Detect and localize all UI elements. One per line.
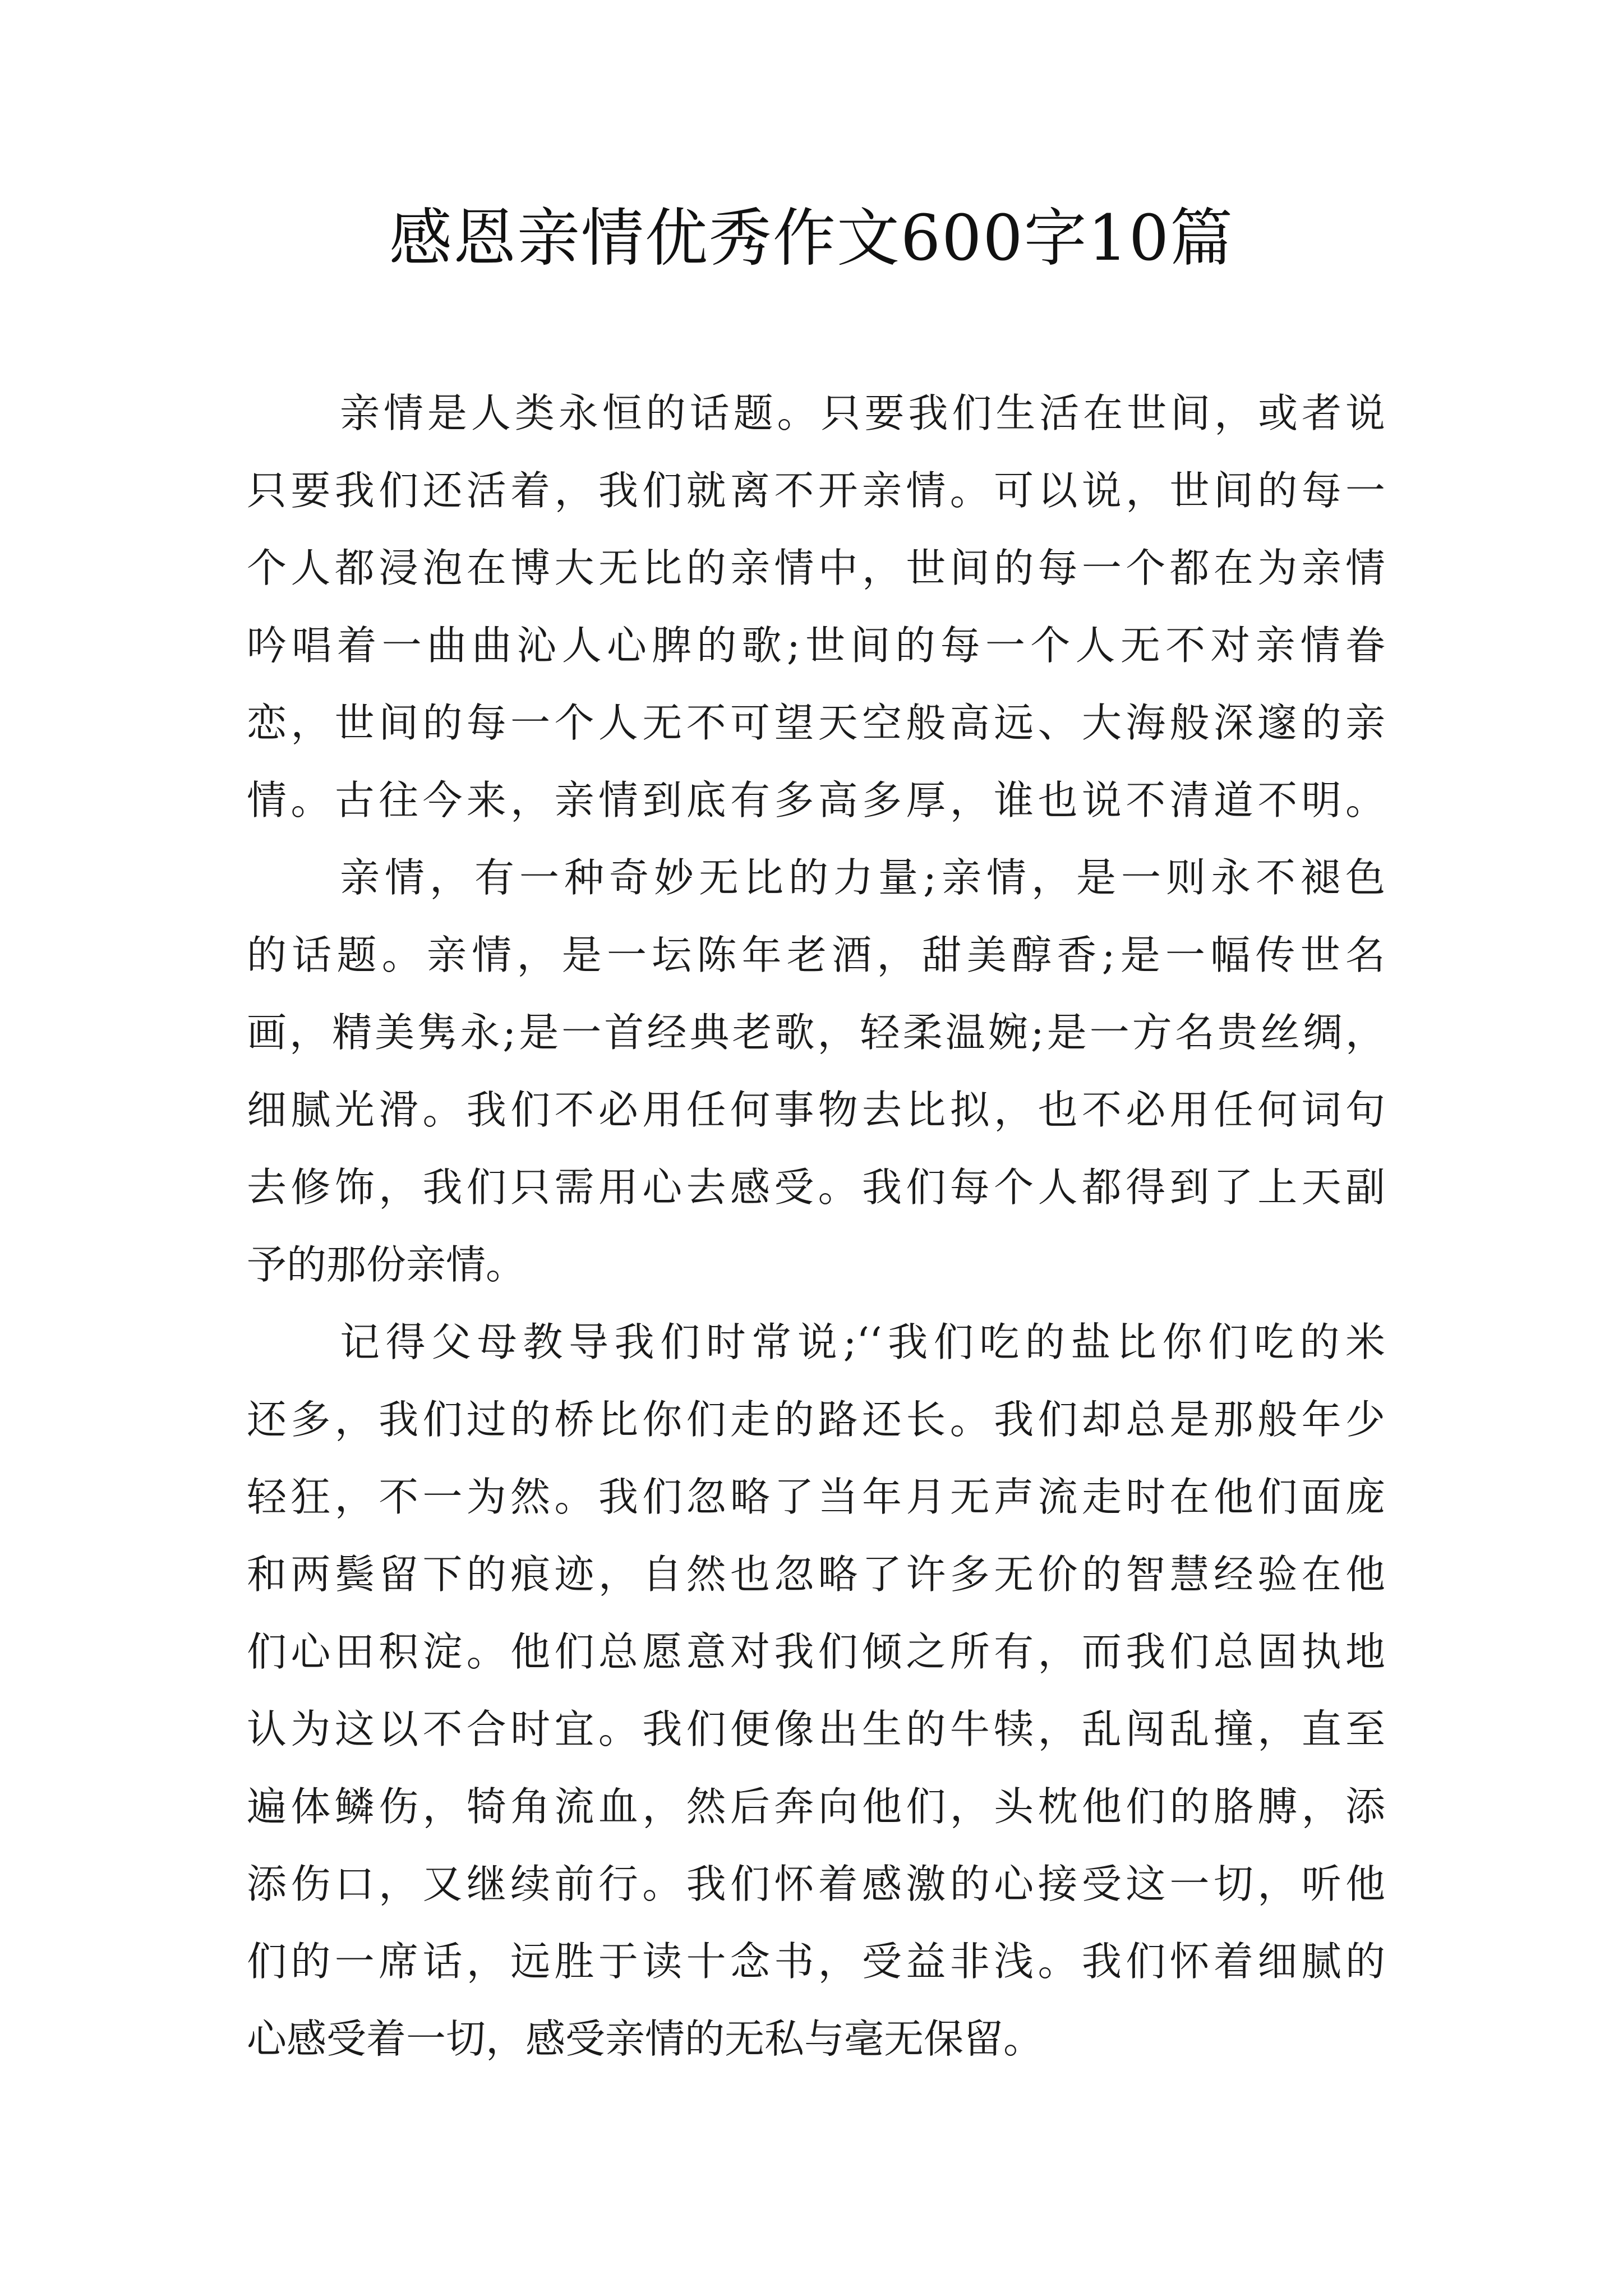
paragraph-1	[247, 375, 1385, 839]
text-line: 轻狂，不一为然。我们忽略了当年月无声流走时在他们面庞	[247, 1474, 1385, 1520]
text-line: 个人都浸泡在博大无比的亲情中，世间的每一个都在为亲情	[247, 545, 1385, 591]
text-line: 吟唱着一曲曲沁人心脾的歌;世间的每一个人无不对亲情眷	[247, 622, 1385, 669]
text-line: 添伤口，又继续前行。我们怀着感激的心接受这一切，听他	[247, 1861, 1385, 1907]
text-line: 认为这以不合时宜。我们便像出生的牛犊，乱闯乱撞，直至	[247, 1706, 1385, 1752]
text-line: 亲情是人类永恒的话题。只要我们生活在世间，或者说	[340, 390, 1385, 436]
text-line: 只要我们还活着，我们就离不开亲情。可以说，世间的每一	[247, 467, 1385, 514]
text-line: 的话题。亲情，是一坛陈年老酒，甜美醇香;是一幅传世名	[247, 932, 1385, 978]
text-line: 记得父母教导我们时常说;‘‘我们吃的盐比你们吃的米	[340, 1319, 1385, 1365]
text-line: 们心田积淀。他们总愿意对我们倾之所有，而我们总固执地	[247, 1628, 1385, 1675]
text-line: 们的一席话，远胜于读十念书，受益非浅。我们怀着细腻的	[247, 1938, 1385, 1985]
document-title: 感恩亲情优秀作文600字10篇	[389, 202, 1234, 275]
text-line: 去修饰，我们只需用心去感受。我们每个人都得到了上天副	[247, 1164, 1385, 1211]
text-line: 遍体鳞伤，犄角流血，然后奔向他们，头枕他们的胳膊，添	[247, 1783, 1385, 1830]
text-line: 予的那份亲情。	[247, 1241, 526, 1288]
text-line: 情。古往今来，亲情到底有多高多厚，谁也说不清道不明。	[247, 777, 1385, 823]
text-line: 细腻光滑。我们不必用任何事物去比拟，也不必用任何词句	[247, 1087, 1385, 1133]
text-line: 心感受着一切，感受亲情的无私与毫无保留。	[247, 2016, 1044, 2062]
text-line: 恋，世间的每一个人无不可望天空般高远、大海般深邃的亲	[247, 700, 1385, 746]
paragraph-3	[247, 1304, 1385, 2078]
document-body	[247, 375, 1385, 2078]
text-line: 画，精美隽永;是一首经典老歌，轻柔温婉;是一方名贵丝绸，	[247, 1009, 1385, 1056]
text-line: 和两鬓留下的痕迹，自然也忽略了许多无价的智慧经验在他	[247, 1551, 1385, 1598]
text-line: 亲情，有一种奇妙无比的力量;亲情，是一则永不褪色	[340, 854, 1385, 901]
paragraph-2	[247, 839, 1385, 1304]
text-line: 还多，我们过的桥比你们走的路还长。我们却总是那般年少	[247, 1396, 1385, 1443]
